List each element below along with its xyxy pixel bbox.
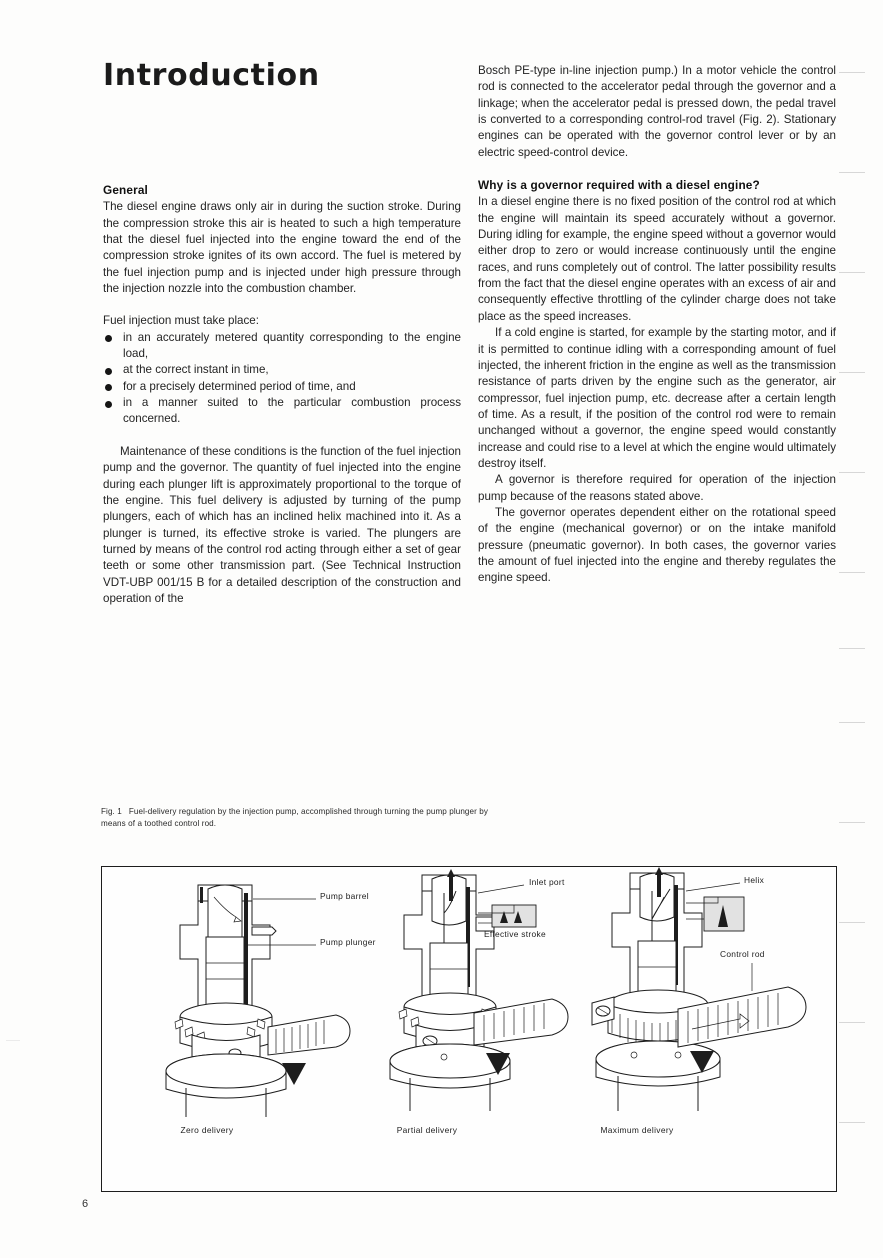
figure-panel-partial-delivery — [374, 867, 619, 1191]
figure-number: Fig. 1 — [101, 807, 122, 816]
scan-edge-tick — [839, 72, 865, 73]
scan-edge-tick — [839, 472, 865, 473]
callout-helix: Helix — [744, 875, 765, 885]
list-item: for a precisely determined period of time, and — [103, 379, 461, 395]
scan-edge-tick — [839, 1022, 865, 1023]
panel-caption-partial-delivery: Partial delivery — [396, 1125, 458, 1135]
right-paragraph-continuation: Bosch PE-type in-line injection pump.) In a motor vehicle the control rod is connected to the accelerator pedal through the governor and a linkage; when the accelerator pedal is pressed down, the pedal travel is converted to a corresponding control-rod travel (Fig. 2). Stationary engines can be operated with the governor control lever or by an electric speed-control device. — [478, 64, 836, 159]
right-paragraph-1: In a diesel engine there is no fixed position of the control rod at which the engine will maintain its speed accurately without a governor. During idling for example, the engine speed without a governor would either drop to zero or would increase continuously until the engine races, and runs completely out of control. The latter possibility results from the fact that the diesel engine operates with an excess of air and consequently effective throttling of the cylinder charge does not take place as the speed increases. — [478, 195, 836, 323]
left-text-column — [103, 182, 461, 607]
scan-edge-tick — [839, 722, 865, 723]
scan-edge-tick — [6, 1040, 20, 1041]
scan-edge-tick — [839, 172, 865, 173]
scan-edge-tick — [839, 648, 865, 649]
page-number: 6 — [82, 1198, 89, 1210]
figure-caption-text: Fuel-delivery regulation by the injection pump, accomplished through turning the pump plunger by means of a toothed control rod. — [101, 807, 489, 828]
callout-pump-plunger: Pump plunger — [320, 937, 376, 947]
callout-inlet-port: Inlet port — [529, 877, 565, 887]
list-item: in a manner suited to the particular combustion process concerned. — [103, 395, 461, 428]
fuel-injection-requirements-list — [103, 330, 461, 428]
pump-diagram-partial-delivery — [374, 867, 619, 1117]
figure-frame — [101, 866, 837, 1192]
pump-diagram-maximum-delivery — [592, 867, 837, 1117]
scan-edge-tick — [839, 372, 865, 373]
scan-edge-tick — [839, 572, 865, 573]
scan-edge-tick — [839, 1122, 865, 1123]
callout-control-rod: Control rod — [720, 949, 765, 959]
figure-panel-maximum-delivery — [592, 867, 837, 1191]
scan-edge-tick — [839, 272, 865, 273]
page-title: Introduction — [103, 58, 320, 93]
scan-edge-tick — [839, 922, 865, 923]
callout-pump-barrel: Pump barrel — [320, 891, 369, 901]
list-item: at the correct instant in time, — [103, 362, 461, 378]
right-paragraph-3: A governor is therefore required for operation of the injection pump because of the reasons stated above. — [478, 473, 836, 503]
panel-caption-zero-delivery: Zero delivery — [180, 1125, 234, 1135]
figure-caption — [101, 806, 493, 829]
left-paragraph-2: Maintenance of these conditions is the function of the fuel injection pump and the governor. The quantity of fuel injected into the engine during each plunger lift is approximately proportional to the torque of the engine. This fuel delivery is adjusted by turning of the pump plungers, each of which has an inclined helix machined into it. As a plunger is turned, its effective stroke is varied. The plungers are turned by means of the control rod acting through either a set of gear teeth or some other transmission part. (See Technical Instruction VDT-UBP 001/15 B for a detailed description of the construction and operation of the — [103, 444, 461, 605]
section-heading-why-governor: Why is a governor required with a diesel engine? — [478, 178, 760, 193]
pump-diagram-zero-delivery — [140, 867, 385, 1117]
list-intro: Fuel injection must take place: — [103, 314, 259, 328]
panel-caption-maximum-delivery: Maximum delivery — [600, 1125, 674, 1135]
list-item: in an accurately metered quantity corresponding to the engine load, — [103, 330, 461, 363]
left-paragraph-1: The diesel engine draws only air in during the suction stroke. During the compression stroke this air is heated to such a high temperature that the diesel fuel injected into the engine toward the end of the compression stroke ignites of its own accord. The fuel is metered by the fuel injection pump and is injected under high pressure through the injection nozzle into the combustion chamber. — [103, 200, 461, 296]
right-paragraph-2: If a cold engine is started, for example by the starting motor, and if it is permitted to continue idling with a corresponding amount of fuel injected, the inherent friction in the engine as well as the transmission resistance of parts driven by the engine such as the generator, air compressor, fuel injection pump, etc. decrease after a certain length of time. As a result, if the position of the control rod were to remain unchanged without a governor, the engine speed would constantly increase and could rise to a level at which the engine would ultimately destroy itself. — [478, 326, 836, 470]
scan-edge-tick — [839, 822, 865, 823]
figure-panel-zero-delivery — [140, 867, 385, 1191]
right-paragraph-4: The governor operates dependent either on the rotational speed of the engine (mechanical governor) or on the intake manifold pressure (pneumatic governor). In both cases, the governor varies the amount of fuel injected into the engine and thereby regulates the engine speed. — [478, 505, 836, 585]
section-heading-general: General — [103, 183, 148, 197]
callout-effective-stroke: Effective stroke — [484, 929, 546, 939]
right-text-column — [478, 63, 836, 587]
